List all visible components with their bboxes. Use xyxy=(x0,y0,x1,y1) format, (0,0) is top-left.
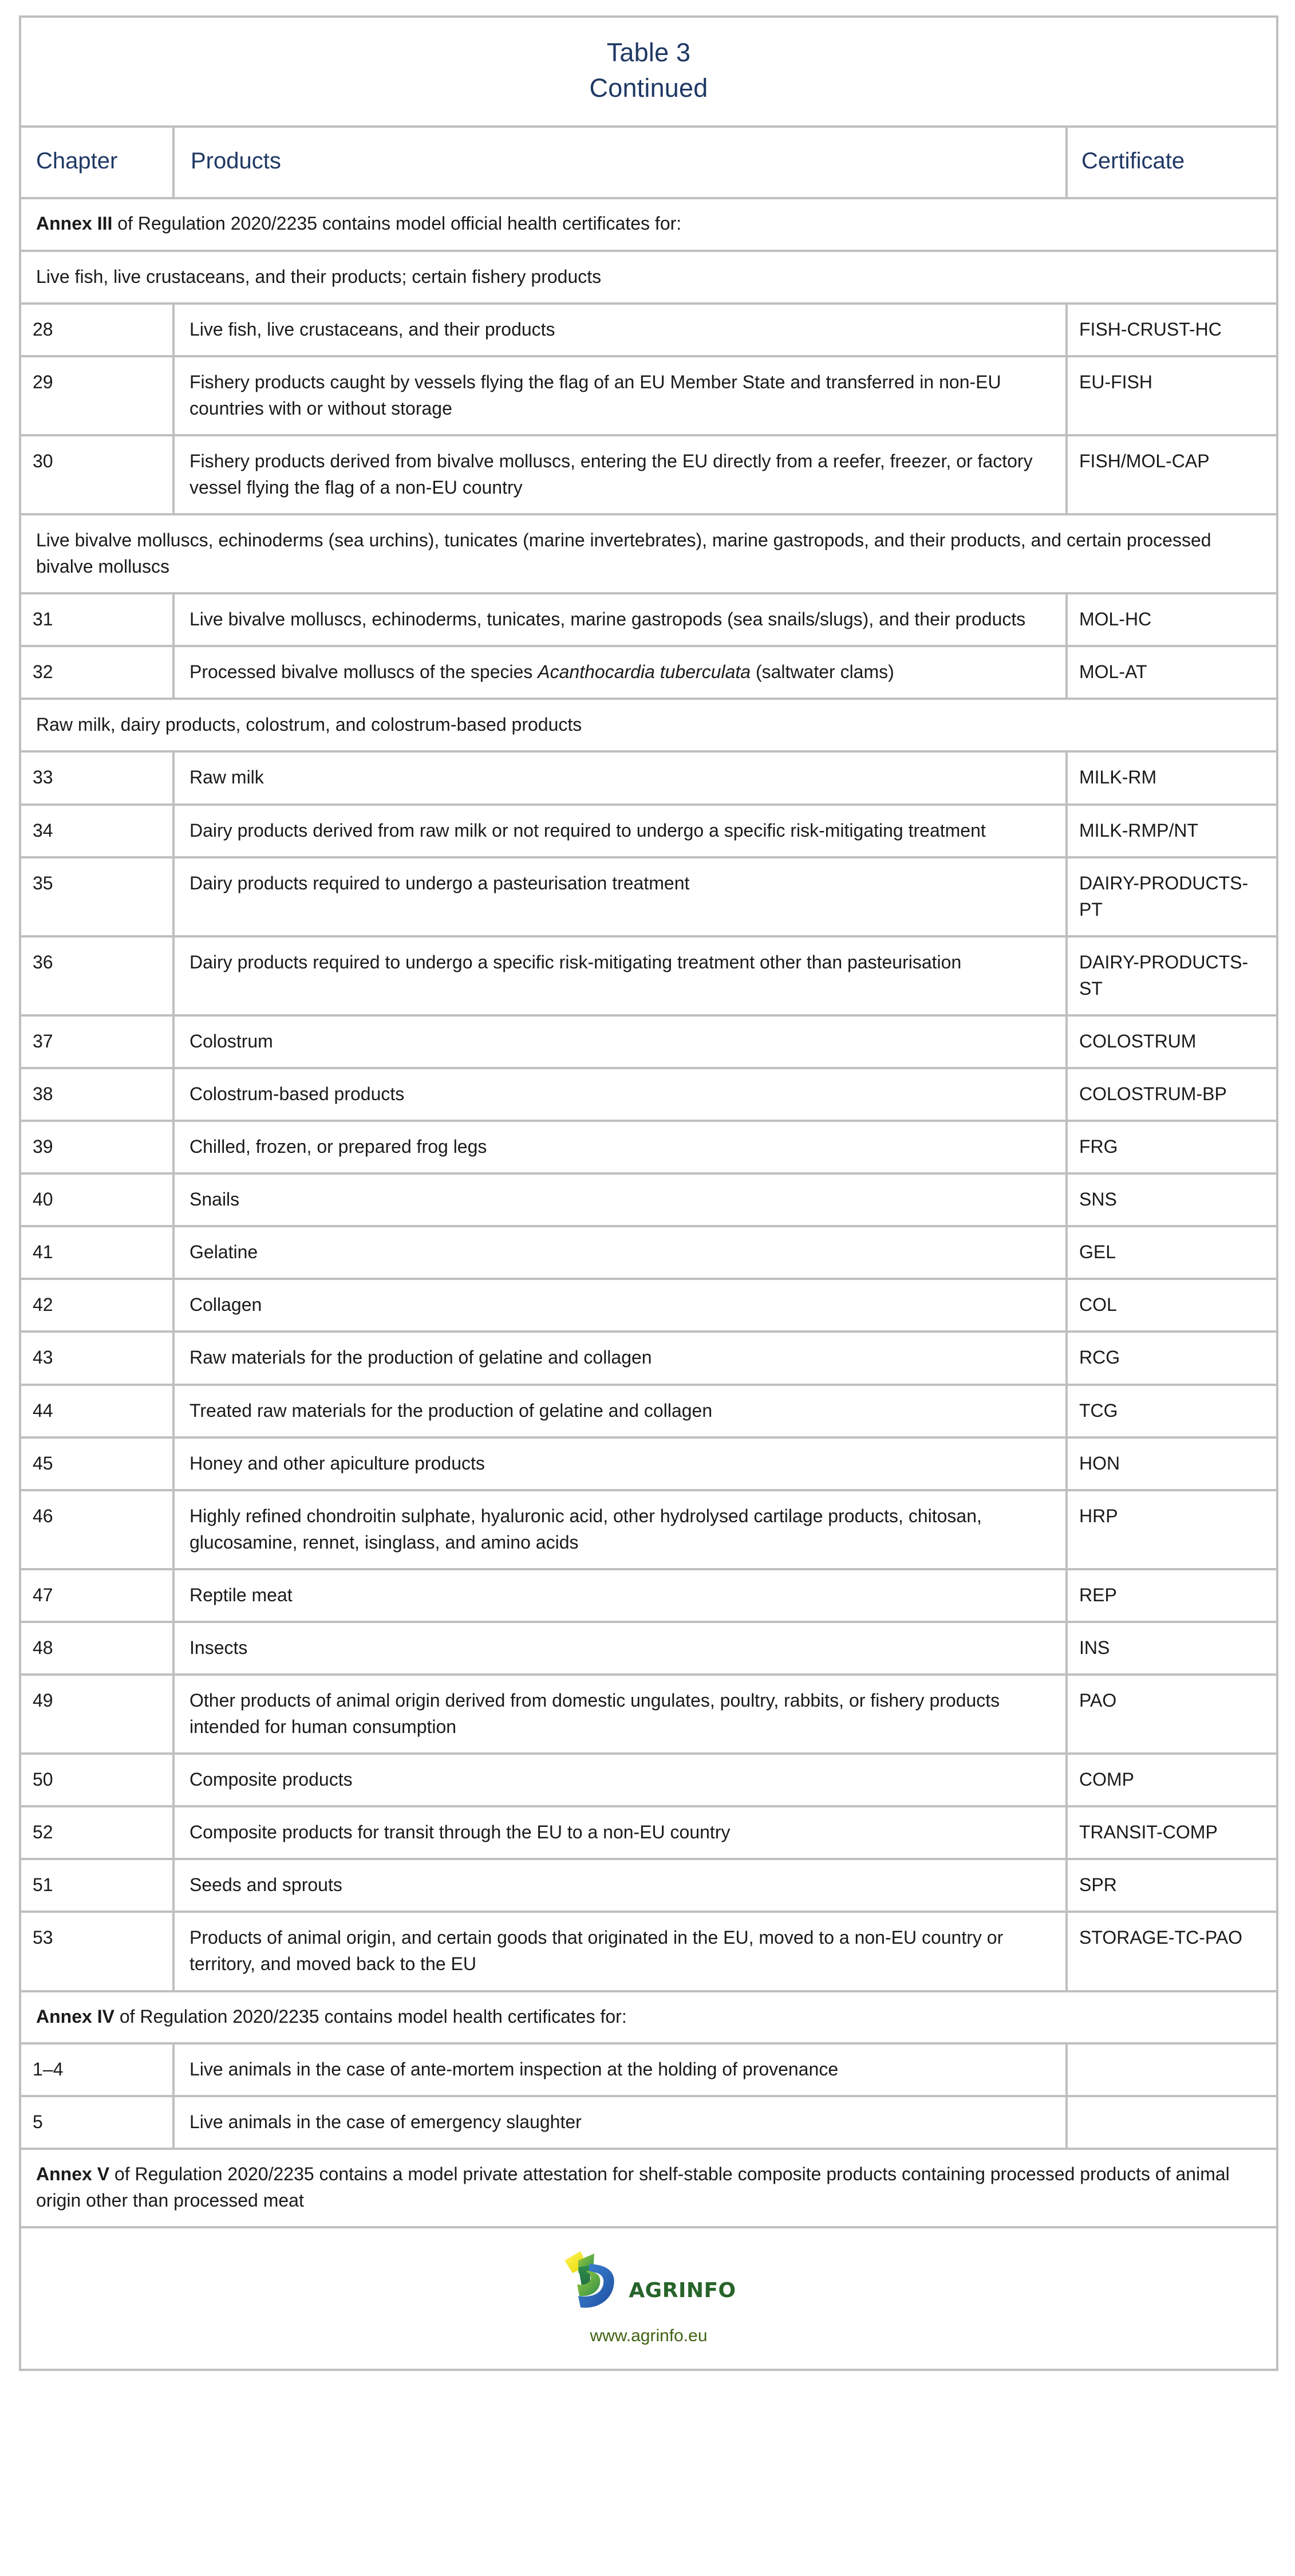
species-name: Acanthocardia tuberculata xyxy=(538,661,751,683)
column-header-products: Products xyxy=(173,127,1067,198)
certificate-code: MOL-HC xyxy=(1067,593,1277,646)
annex-name: Annex V xyxy=(36,2164,110,2185)
product-description: Live fish, live crustaceans, and their products xyxy=(173,304,1067,356)
certificate-code: FISH-CRUST-HC xyxy=(1067,304,1277,356)
table-row xyxy=(20,1675,1277,1754)
chapter-number: 40 xyxy=(20,1173,173,1226)
product-description: Products of animal origin, and certain goods that originated in the EU, moved to a non-EU country or territory, and moved back to the EU xyxy=(173,1912,1067,1991)
table-row xyxy=(20,1279,1277,1332)
annex-description: of Regulation 2020/2235 contains model health certificates for: xyxy=(114,2006,627,2027)
agrinfo-logo xyxy=(561,2248,736,2346)
table-row xyxy=(20,1385,1277,1437)
product-description-suffix: (saltwater clams) xyxy=(751,661,894,683)
category-banner-cell: Live fish, live crustaceans, and their products; certain fishery products xyxy=(20,251,1277,304)
certificate-code: MILK-RMP/NT xyxy=(1067,805,1277,857)
chapter-number: 36 xyxy=(20,936,173,1015)
certificate-code: COL xyxy=(1067,1279,1277,1332)
table-row xyxy=(20,304,1277,356)
product-description: Honey and other apiculture products xyxy=(173,1437,1067,1490)
product-description: Gelatine xyxy=(173,1226,1067,1279)
product-description: Composite products xyxy=(173,1754,1067,1806)
annex-banner-cell xyxy=(20,2149,1277,2227)
product-description: Seeds and sprouts xyxy=(173,1859,1067,1912)
table-row xyxy=(20,1437,1277,1490)
certificate-code: REP xyxy=(1067,1569,1277,1622)
table-row xyxy=(20,1015,1277,1068)
column-header-chapter: Chapter xyxy=(20,127,173,198)
chapter-number: 30 xyxy=(20,435,173,514)
table-row xyxy=(20,646,1277,699)
certificate-code: MILK-RM xyxy=(1067,751,1277,804)
category-banner-cell: Raw milk, dairy products, colostrum, and colostrum-based products xyxy=(20,699,1277,751)
certificate-code: RCG xyxy=(1067,1332,1277,1384)
chapter-number: 41 xyxy=(20,1226,173,1279)
table-row xyxy=(20,936,1277,1015)
chapter-number: 38 xyxy=(20,1068,173,1121)
chapter-number: 44 xyxy=(20,1385,173,1437)
certificate-code: DAIRY-PRODUCTS-PT xyxy=(1067,857,1277,936)
chapter-number: 42 xyxy=(20,1279,173,1332)
table-row xyxy=(20,435,1277,514)
table-title-cell xyxy=(20,17,1277,127)
product-description: Dairy products derived from raw milk or not required to undergo a specific risk-mitigating treatment xyxy=(173,805,1067,857)
table-row xyxy=(20,1226,1277,1279)
product-description: Live animals in the case of emergency slaughter xyxy=(173,2096,1067,2149)
chapter-number: 33 xyxy=(20,751,173,804)
certificate-code: DAIRY-PRODUCTS-ST xyxy=(1067,936,1277,1015)
certificate-code: FISH/MOL-CAP xyxy=(1067,435,1277,514)
product-description: Raw materials for the production of gelatine and collagen xyxy=(173,1332,1067,1384)
footer-row xyxy=(20,2227,1277,2370)
annex-description: of Regulation 2020/2235 contains a model private attestation for shelf-stable composite products containing processed products of animal origin other than processed meat xyxy=(36,2164,1230,2211)
chapter-number: 52 xyxy=(20,1806,173,1859)
table-row xyxy=(20,1332,1277,1384)
certificate-code: INS xyxy=(1067,1622,1277,1675)
certificate-code xyxy=(1067,2043,1277,2096)
chapter-number: 48 xyxy=(20,1622,173,1675)
table-row xyxy=(20,1569,1277,1622)
product-description: Composite products for transit through the EU to a non-EU country xyxy=(173,1806,1067,1859)
table-row xyxy=(20,751,1277,804)
chapter-number: 31 xyxy=(20,593,173,646)
certificate-code: COLOSTRUM-BP xyxy=(1067,1068,1277,1121)
table-row xyxy=(20,857,1277,936)
column-header-row xyxy=(20,127,1277,198)
annex-name: Annex III xyxy=(36,213,113,234)
table-row xyxy=(20,1622,1277,1675)
agrinfo-bird-icon xyxy=(561,2248,625,2318)
certificate-code: SPR xyxy=(1067,1859,1277,1912)
chapter-number: 28 xyxy=(20,304,173,356)
chapter-number: 5 xyxy=(20,2096,173,2149)
certificate-code: TCG xyxy=(1067,1385,1277,1437)
annex-banner-cell xyxy=(20,1991,1277,2043)
certificate-code xyxy=(1067,2096,1277,2149)
product-description: Fishery products derived from bivalve molluscs, entering the EU directly from a reefer, freezer, or factory vessel flying the flag of a non-EU country xyxy=(173,435,1067,514)
chapter-number: 35 xyxy=(20,857,173,936)
certificate-code: PAO xyxy=(1067,1675,1277,1754)
category-banner-cell: Live bivalve molluscs, echinoderms (sea urchins), tunicates (marine invertebrates), marine gastropods, and their products, and certain processed bivalve molluscs xyxy=(20,514,1277,593)
certificate-code: HON xyxy=(1067,1437,1277,1490)
certificate-code: HRP xyxy=(1067,1490,1277,1569)
product-description: Colostrum xyxy=(173,1015,1067,1068)
table-row xyxy=(20,593,1277,646)
product-description: Treated raw materials for the production of gelatine and collagen xyxy=(173,1385,1067,1437)
annex-description: of Regulation 2020/2235 contains model official health certificates for: xyxy=(112,213,682,234)
table-row xyxy=(20,1121,1277,1173)
product-description: Colostrum-based products xyxy=(173,1068,1067,1121)
footer-cell xyxy=(20,2227,1277,2370)
chapter-number: 51 xyxy=(20,1859,173,1912)
chapter-number: 47 xyxy=(20,1569,173,1622)
chapter-number: 34 xyxy=(20,805,173,857)
certificate-code: STORAGE-TC-PAO xyxy=(1067,1912,1277,1991)
certificate-code: SNS xyxy=(1067,1173,1277,1226)
chapter-number: 50 xyxy=(20,1754,173,1806)
product-description: Highly refined chondroitin sulphate, hyaluronic acid, other hydrolysed cartilage products, chitosan, glucosamine, rennet, isinglass, and amino acids xyxy=(173,1490,1067,1569)
annex-banner-row xyxy=(20,2149,1277,2227)
product-description: Snails xyxy=(173,1173,1067,1226)
certificate-code: TRANSIT-COMP xyxy=(1067,1806,1277,1859)
product-description: Chilled, frozen, or prepared frog legs xyxy=(173,1121,1067,1173)
certificate-code: FRG xyxy=(1067,1121,1277,1173)
chapter-number: 49 xyxy=(20,1675,173,1754)
product-description: Reptile meat xyxy=(173,1569,1067,1622)
agrinfo-url: www.agrinfo.eu xyxy=(590,2326,708,2345)
category-banner-row xyxy=(20,514,1277,593)
table-row xyxy=(20,1806,1277,1859)
table-row xyxy=(20,805,1277,857)
chapter-number: 37 xyxy=(20,1015,173,1068)
table-row xyxy=(20,2096,1277,2149)
chapter-number: 45 xyxy=(20,1437,173,1490)
chapter-number: 1–4 xyxy=(20,2043,173,2096)
table-row xyxy=(20,1490,1277,1569)
chapter-number: 39 xyxy=(20,1121,173,1173)
certificate-code: MOL-AT xyxy=(1067,646,1277,699)
annex-banner-row xyxy=(20,198,1277,250)
certificate-code: EU-FISH xyxy=(1067,356,1277,435)
certificate-code: GEL xyxy=(1067,1226,1277,1279)
certificate-code: COMP xyxy=(1067,1754,1277,1806)
annex-banner-row xyxy=(20,1991,1277,2043)
table-row xyxy=(20,1754,1277,1806)
certificate-code: COLOSTRUM xyxy=(1067,1015,1277,1068)
product-description: Insects xyxy=(173,1622,1067,1675)
product-description: Fishery products caught by vessels flying the flag of an EU Member State and transferred in non-EU countries with or without storage xyxy=(173,356,1067,435)
chapter-number: 29 xyxy=(20,356,173,435)
table-title-line-1: Table 3 xyxy=(606,38,691,67)
product-description: Collagen xyxy=(173,1279,1067,1332)
table-row xyxy=(20,1859,1277,1912)
table-row xyxy=(20,356,1277,435)
product-description: Other products of animal origin derived from domestic ungulates, poultry, rabbits, or fishery products intended for human consumption xyxy=(173,1675,1067,1754)
table-title-line-2: Continued xyxy=(589,73,708,103)
column-header-certificate: Certificate xyxy=(1067,127,1277,198)
product-description: Live bivalve molluscs, echinoderms, tunicates, marine gastropods (sea snails/slugs), and their products xyxy=(173,593,1067,646)
product-description xyxy=(173,646,1067,699)
table-row xyxy=(20,1173,1277,1226)
table-title-row xyxy=(20,17,1277,127)
product-description: Live animals in the case of ante-mortem inspection at the holding of provenance xyxy=(173,2043,1067,2096)
agrinfo-wordmark: AGRINFO xyxy=(629,2279,736,2303)
category-banner-row xyxy=(20,251,1277,304)
annex-name: Annex IV xyxy=(36,2006,115,2027)
table-row xyxy=(20,2043,1277,2096)
product-description: Dairy products required to undergo a pasteurisation treatment xyxy=(173,857,1067,936)
chapter-number: 53 xyxy=(20,1912,173,1991)
product-description: Raw milk xyxy=(173,751,1067,804)
product-description: Dairy products required to undergo a specific risk-mitigating treatment other than pasteurisation xyxy=(173,936,1067,1015)
table-3 xyxy=(19,15,1278,2371)
product-description-prefix: Processed bivalve molluscs of the species xyxy=(189,661,538,683)
category-banner-row xyxy=(20,699,1277,751)
chapter-number: 32 xyxy=(20,646,173,699)
table-row xyxy=(20,1912,1277,1991)
annex-banner-cell xyxy=(20,198,1277,250)
table-row xyxy=(20,1068,1277,1121)
chapter-number: 46 xyxy=(20,1490,173,1569)
chapter-number: 43 xyxy=(20,1332,173,1384)
